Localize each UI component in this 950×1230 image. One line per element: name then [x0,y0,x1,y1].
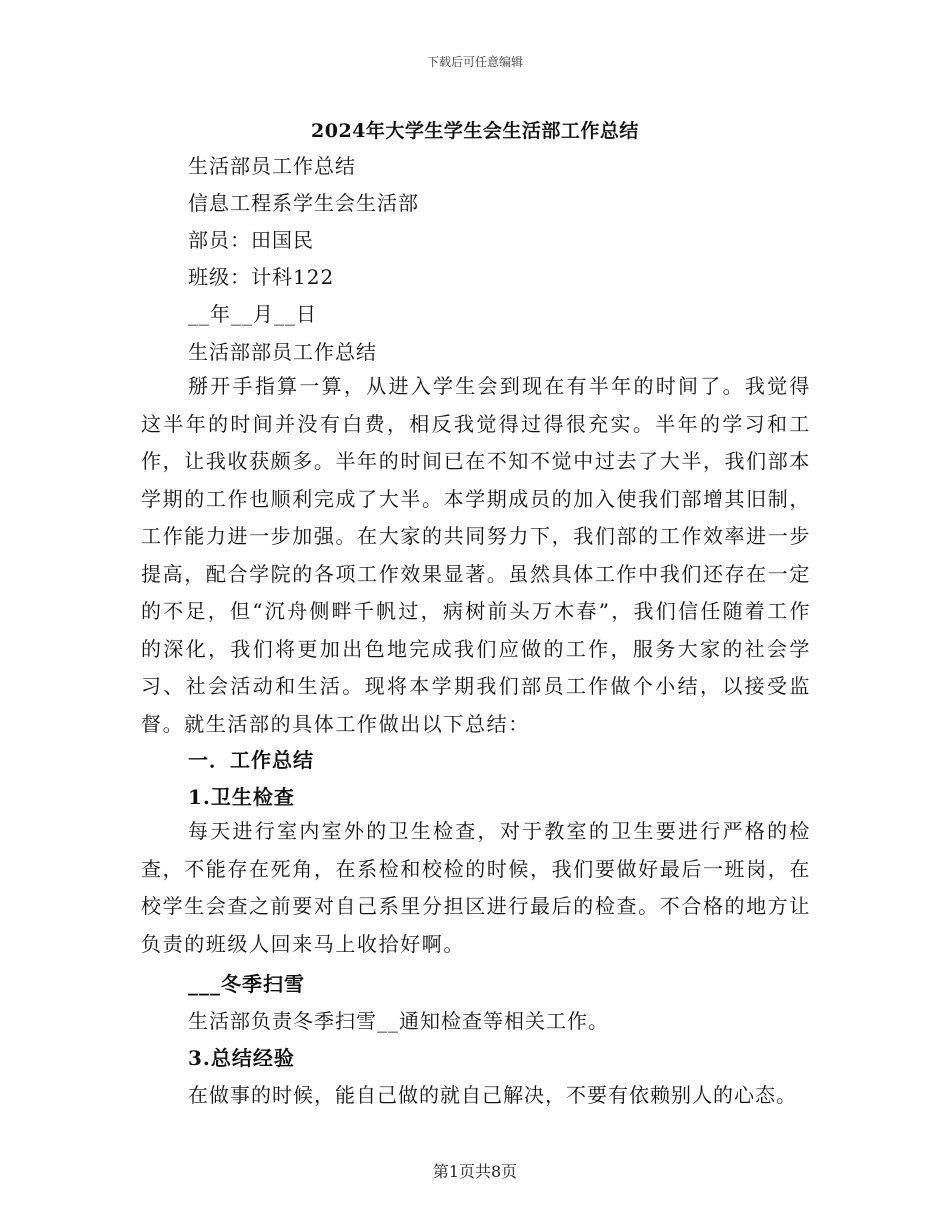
hygiene-paragraph: 每天进行室内室外的卫生检查，对于教室的卫生要进行严格的检查，不能存在死角，在系检和校检的时候，我们要做好最后一班岗，在校学生会查之前要对自己系里分担区进行最后的检查。不合格的地方让负责的班级人回来马上收拾好啊。 [141,819,811,956]
subheading-hygiene: 1.卫生检查 [188,785,295,809]
page-footer: 第1页共8页 [432,1162,518,1181]
intro-line-1: 生活部员工作总结 [188,154,356,178]
intro-line-2: 信息工程系学生会生活部 [188,191,419,215]
document-title: 2024年大学生学生会生活部工作总结 [311,120,639,142]
main-paragraph: 掰开手指算一算，从进入学生会到现在有半年的时间了。我觉得这半年的时间并没有白费，相反我觉得过得很充实。半年的学习和工作，让我收获颇多。半年的时间已在不知不觉中过去了大半，我们部本学期的工作也顺利完成了大半。本学期成员的加入使我们部增其旧制，工作能力进一步加强。在大家的共同努力下，我们部的工作效率进一步提高，配合学院的各项工作效果显著。虽然具体工作中我们还存在一定的不足，但“沉舟侧畔千帆过，病树前头万木春”，我们信任随着工作的深化，我们将更加出色地完成我们应做的工作，服务大家的社会学习、社会活动和生活。现将本学期我们部员工作做个小结，以接受监督。就生活部的具体工作做出以下总结： [141,374,811,736]
snow-text: 生活部负责冬季扫雪__通知检查等相关工作。 [188,1009,609,1033]
intro-line-5: __年__月__日 [188,302,317,326]
section-heading: 一．工作总结 [188,748,314,772]
intro-line-4: 班级：计科122 [188,265,335,289]
subheading-snow: ___冬季扫雪 [188,972,305,996]
intro-line-3: 部员：田国民 [188,228,314,252]
subheading-experience: 3.总结经验 [188,1046,295,1070]
page-header: 下载后可任意编辑 [426,55,523,69]
intro-line-6: 生活部部员工作总结 [188,340,377,364]
experience-text: 在做事的时候，能自己做的就自己解决，不要有依赖别人的心态。 [188,1083,797,1107]
